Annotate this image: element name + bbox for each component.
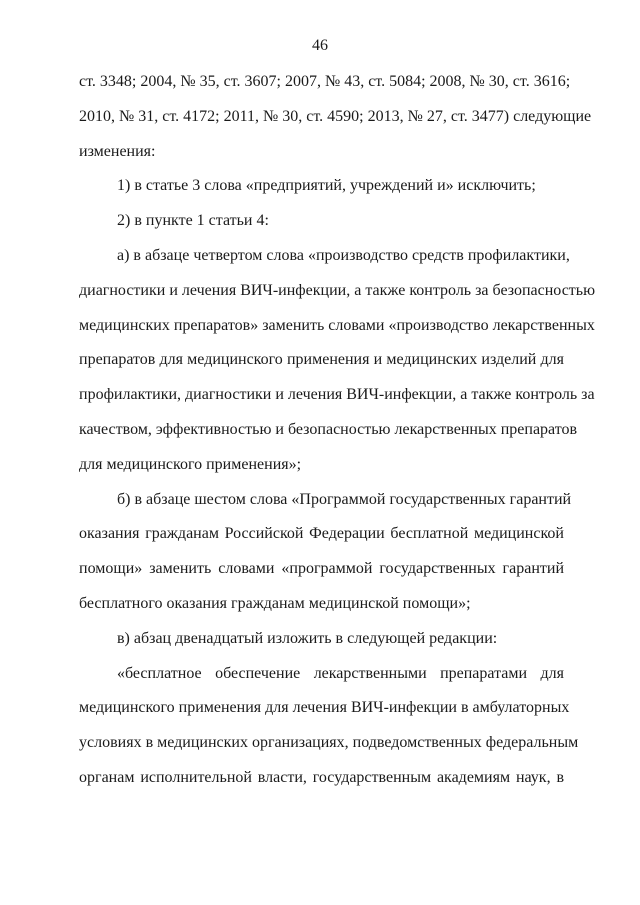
text-line: бесплатного оказания гражданам медицинской помощи»;: [79, 594, 471, 612]
document-body: [79, 72, 596, 803]
text-line: а) в абзаце четвертом слова «производство средств профилактики,: [117, 246, 570, 264]
text-line: диагностики и лечения ВИЧ-инфекции, а также контроль за безопасностью: [79, 281, 596, 299]
text-line: помощи» заменить словами «программой государственных гарантий: [79, 560, 564, 578]
text-line: изменения:: [79, 142, 156, 160]
text-line: медицинского применения для лечения ВИЧ-инфекции в амбулаторных: [79, 699, 570, 717]
text-line: для медицинского применения»;: [79, 455, 302, 473]
text-line: 2) в пункте 1 статьи 4:: [117, 212, 269, 230]
text-line: оказания гражданам Российской Федерации бесплатной медицинской: [79, 525, 564, 543]
text-line: 2010, № 31, ст. 4172; 2011, № 30, ст. 4590; 2013, № 27, ст. 3477) следующие: [79, 107, 592, 125]
page-number: 46: [312, 37, 328, 54]
text-line: условиях в медицинских организациях, подведомственных федеральным: [79, 734, 579, 752]
text-line: профилактики, диагностики и лечения ВИЧ-инфекции, а также контроль за: [79, 386, 595, 404]
text-line: медицинских препаратов» заменить словами «производство лекарственных: [79, 316, 595, 334]
text-line: ст. 3348; 2004, № 35, ст. 3607; 2007, № 43, ст. 5084; 2008, № 30, ст. 3616;: [79, 73, 571, 90]
text-line: качеством, эффективностью и безопасностью лекарственных препаратов: [79, 420, 578, 438]
text-line: в) абзац двенадцатый изложить в следующей редакции:: [117, 629, 498, 647]
text-line: 1) в статье 3 слова «предприятий, учреждений и» исключить;: [117, 177, 536, 195]
text-line: б) в абзаце шестом слова «Программой государственных гарантий: [117, 490, 572, 508]
text-line: препаратов для медицинского применения и медицинских изделий для: [79, 351, 564, 369]
text-line: органам исполнительной власти, государственным академиям наук, в: [79, 768, 564, 786]
text-line: «бесплатное обеспечение лекарственными препаратами для: [117, 664, 564, 682]
